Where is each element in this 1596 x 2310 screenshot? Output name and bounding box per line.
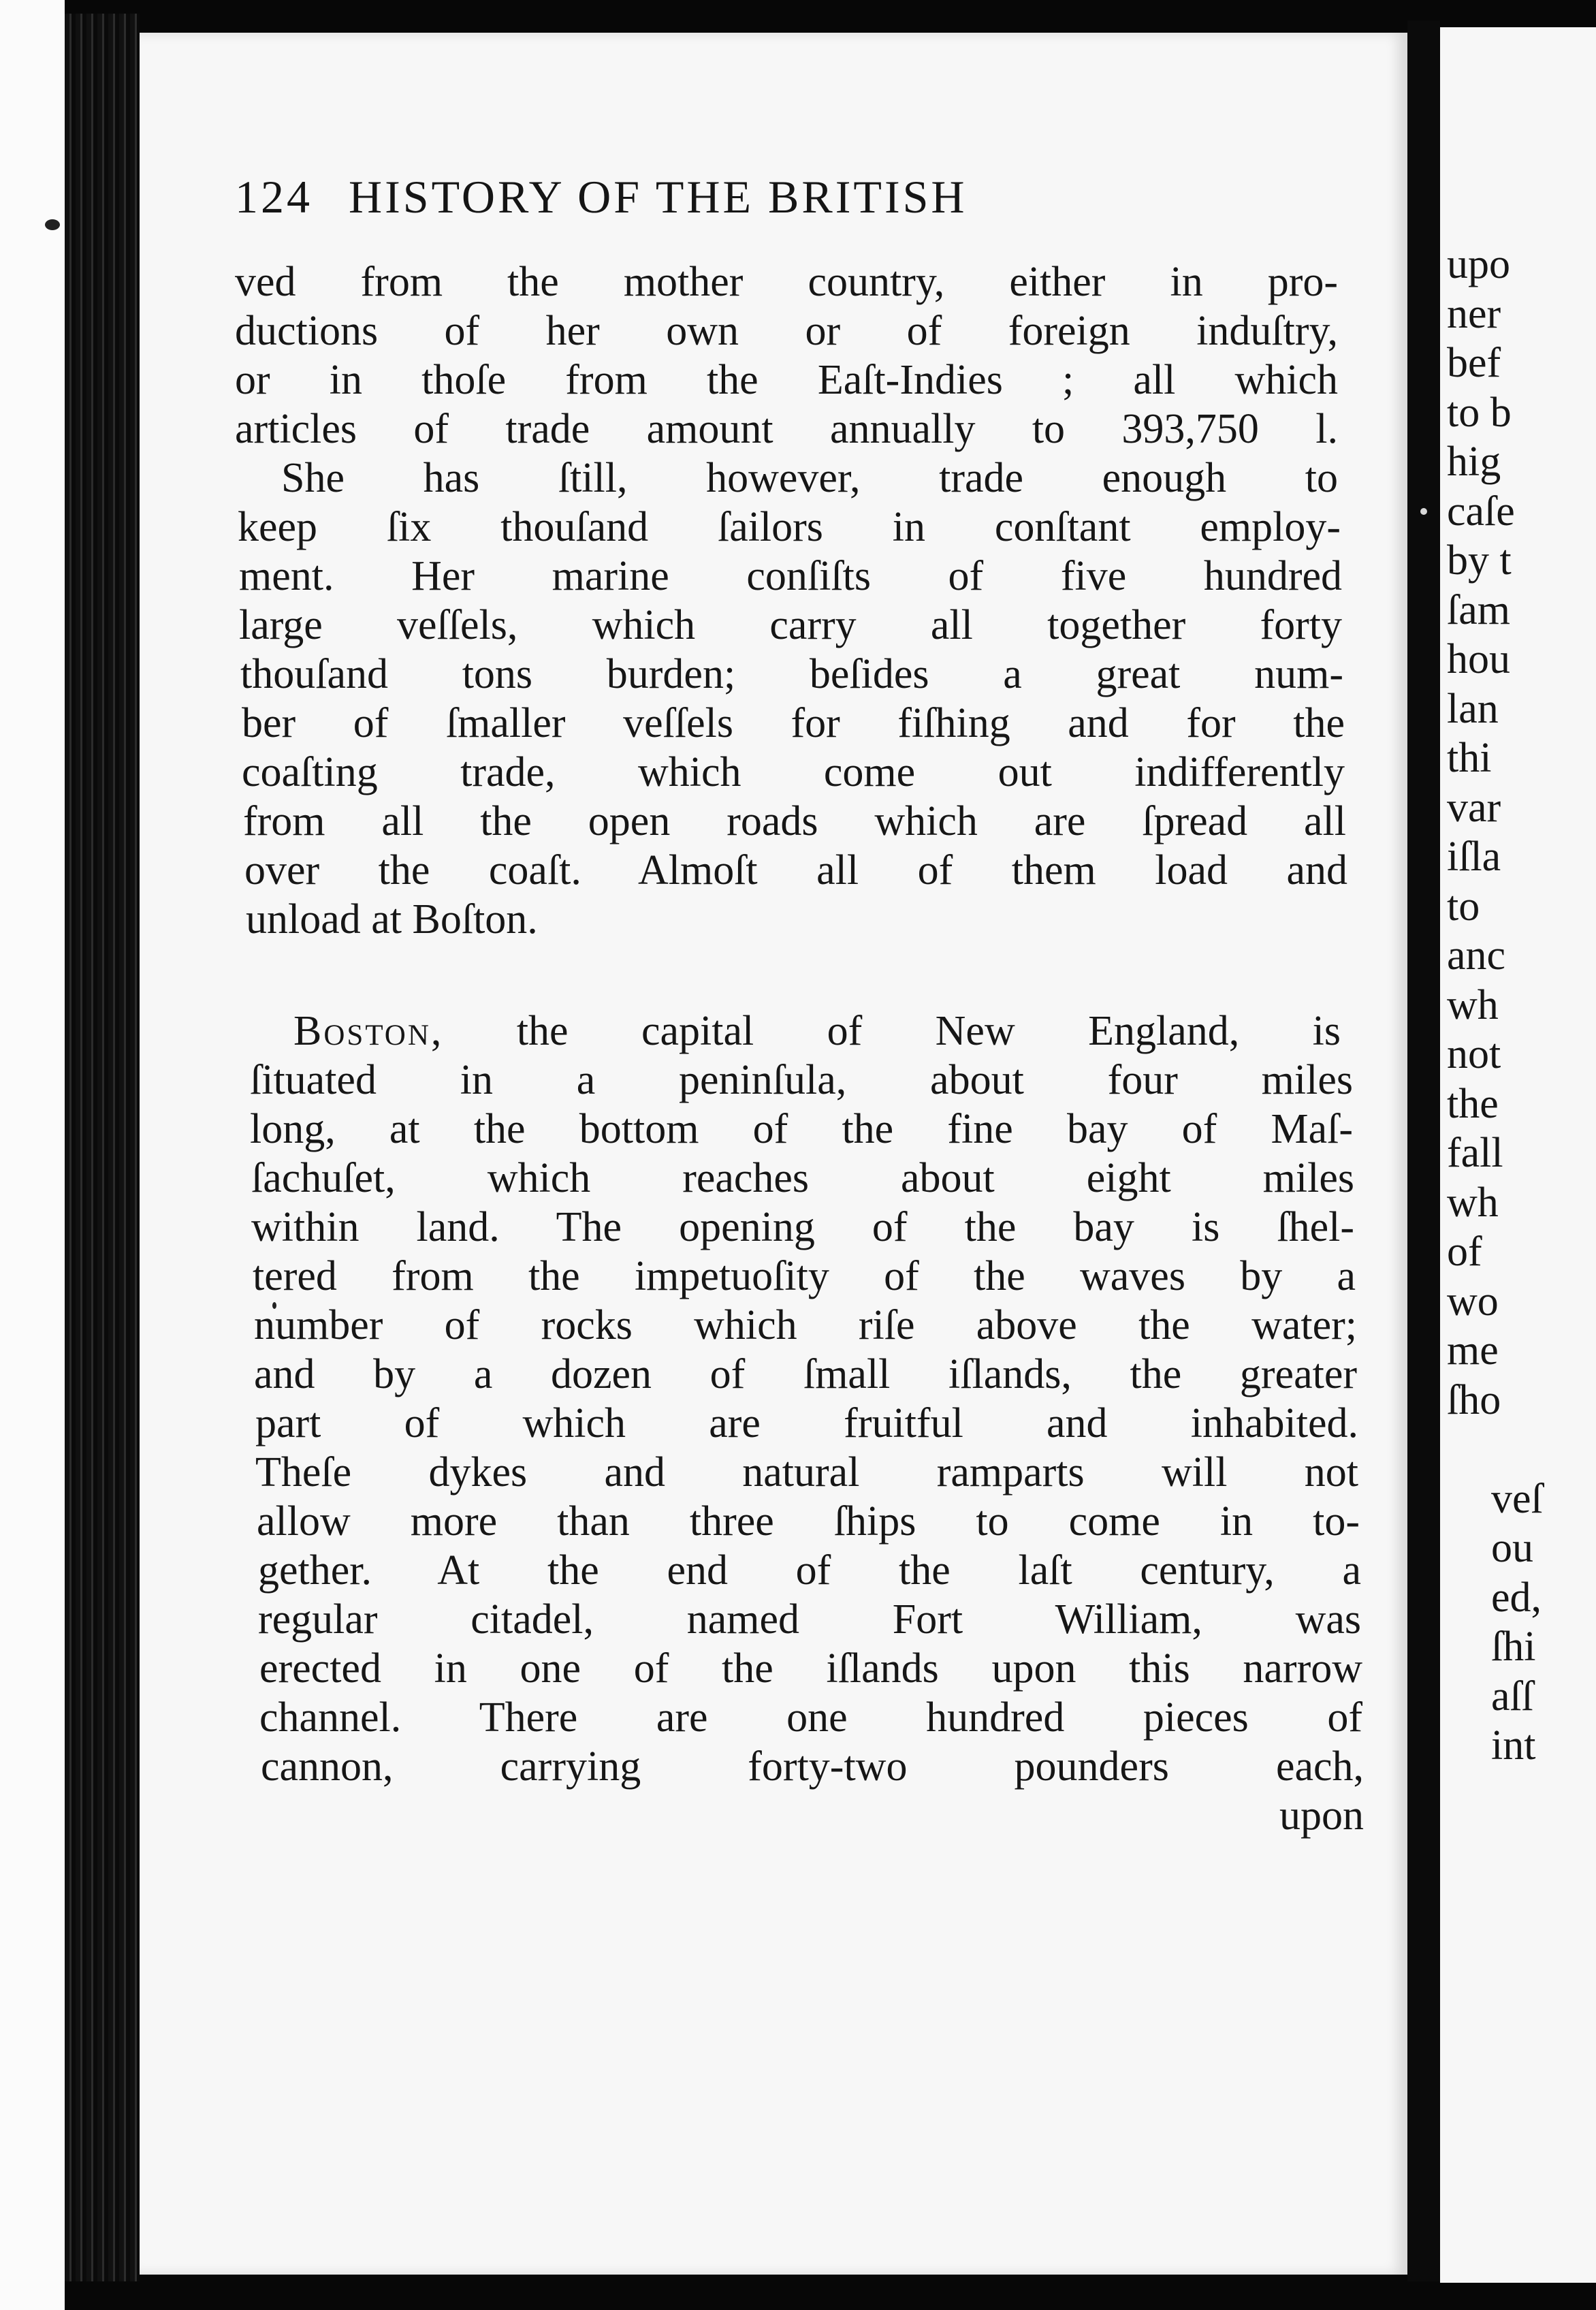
right-page-line-fragment: wh bbox=[1447, 981, 1499, 1028]
text-line: erected in one of the iſlands upon this narrow bbox=[259, 1645, 1362, 1692]
text-line: Theſe dykes and natural ramparts will not bbox=[255, 1449, 1358, 1496]
text-line: articles of trade amount annually to 393,750 l. bbox=[235, 406, 1338, 452]
right-page-line-fragment: hou bbox=[1447, 636, 1510, 682]
text-line: or in thoſe from the Eaſt-Indies ; all which bbox=[235, 357, 1338, 403]
paragraph-opening-line bbox=[293, 1007, 1341, 1056]
right-page-line-fragment: ſhi bbox=[1491, 1624, 1536, 1670]
right-page-line-fragment: me bbox=[1447, 1327, 1499, 1374]
text-line: ber of ſmaller veſſels for fiſhing and for the bbox=[242, 700, 1345, 746]
text-line: within land. The opening of the bay is ſhel- bbox=[251, 1204, 1354, 1250]
right-page-line-fragment: var bbox=[1447, 784, 1501, 831]
text-line: cannon, carrying forty-two pounders each, bbox=[261, 1743, 1364, 1790]
book-gutter bbox=[1407, 20, 1440, 2281]
text-line: coaſting trade, which come out indifferently bbox=[242, 749, 1345, 795]
text-line: ment. Her marine conſiſts of five hundred bbox=[239, 553, 1342, 599]
right-page-line-fragment: ſam bbox=[1447, 586, 1510, 633]
right-page-line-fragment: ou bbox=[1491, 1525, 1533, 1571]
right-page-line-fragment: caſe bbox=[1447, 488, 1515, 535]
text-line: ductions of her own or of foreign induſtry, bbox=[235, 308, 1338, 354]
right-page-line-fragment: not bbox=[1447, 1031, 1501, 1077]
right-page-line-fragment: wh bbox=[1447, 1179, 1499, 1226]
text-line: channel. There are one hundred pieces of bbox=[259, 1694, 1362, 1741]
text-line: ſachuſet, which reaches about eight miles bbox=[251, 1155, 1354, 1201]
right-page-line-fragment: lan bbox=[1447, 685, 1499, 732]
text-line: over the coaſt. Almoſt all of them load and bbox=[244, 847, 1347, 893]
right-page-line-fragment: to bbox=[1447, 883, 1480, 930]
text-line: large veſſels, which carry all together forty bbox=[239, 602, 1342, 648]
right-page-line-fragment: hig bbox=[1447, 439, 1501, 485]
right-page-line-fragment bbox=[1491, 1425, 1596, 1474]
text-line: regular citadel, named Fort William, was bbox=[258, 1596, 1361, 1643]
text-line: allow more than three ſhips to come in to- bbox=[257, 1498, 1360, 1545]
right-page-line-fragment: of bbox=[1447, 1229, 1482, 1275]
text-line: thouſand tons burden; beſides a great num- bbox=[240, 651, 1343, 697]
text-line: part of which are fruitful and inhabited. bbox=[255, 1400, 1358, 1446]
right-page-line-fragment: to b bbox=[1447, 389, 1512, 436]
running-head bbox=[235, 170, 968, 224]
right-page-line-fragment: upo bbox=[1447, 241, 1510, 287]
right-page-line-fragment: bef bbox=[1447, 340, 1501, 386]
text-line: number of rocks which riſe above the water; bbox=[254, 1302, 1357, 1348]
lead-word: Boston, bbox=[293, 1008, 444, 1054]
text-line: unload at Boſton. bbox=[246, 896, 538, 943]
right-page-line-fragment: ner bbox=[1447, 290, 1501, 337]
scan-margin bbox=[0, 0, 65, 2310]
right-page-line-fragment: thi bbox=[1447, 735, 1492, 781]
right-page-line-fragment: the bbox=[1447, 1080, 1499, 1127]
text-line: keep ſix thouſand ſailors in conſtant employ- bbox=[238, 504, 1341, 550]
ink-speck bbox=[1420, 508, 1427, 515]
text-line: gether. At the end of the laſt century, a bbox=[258, 1547, 1361, 1594]
right-page-line-fragment: ed, bbox=[1491, 1574, 1542, 1621]
text-line: ſituated in a peninſula, about four miles bbox=[250, 1057, 1353, 1103]
text-line: She has ſtill, however, trade enough to bbox=[281, 455, 1338, 501]
right-page-line-fragment: veſ bbox=[1491, 1475, 1543, 1522]
right-page-line-fragment: anc bbox=[1447, 932, 1506, 979]
right-page-line-fragment: by t bbox=[1447, 537, 1512, 584]
text-line: ved from the mother country, either in pro- bbox=[235, 259, 1338, 305]
catchword: upon bbox=[1279, 1792, 1364, 1839]
right-page-line-fragment: ſho bbox=[1447, 1376, 1501, 1423]
opening-line-text: the capital of New England, is bbox=[516, 1008, 1341, 1054]
page-number: 124 bbox=[235, 171, 313, 223]
text-line: tered from the impetuoſity of the waves by a bbox=[253, 1253, 1356, 1299]
right-page-line-fragment: wo bbox=[1447, 1278, 1499, 1325]
right-page-line-fragment: iſla bbox=[1447, 834, 1501, 880]
ink-speck bbox=[45, 219, 60, 230]
text-line: and by a dozen of ſmall iſlands, the greater bbox=[254, 1351, 1357, 1397]
right-page-line-fragment: int bbox=[1491, 1722, 1536, 1769]
text-line: from all the open roads which are ſpread all bbox=[243, 798, 1346, 844]
right-page-line-fragment: fall bbox=[1447, 1130, 1503, 1176]
text-line: long, at the bottom of the fine bay of Maſ- bbox=[250, 1106, 1353, 1152]
right-page-line-fragment: aſſ bbox=[1491, 1673, 1533, 1720]
running-title: HISTORY OF THE BRITISH bbox=[349, 171, 968, 223]
right-page bbox=[1440, 27, 1596, 2283]
page-edges bbox=[65, 14, 140, 2281]
